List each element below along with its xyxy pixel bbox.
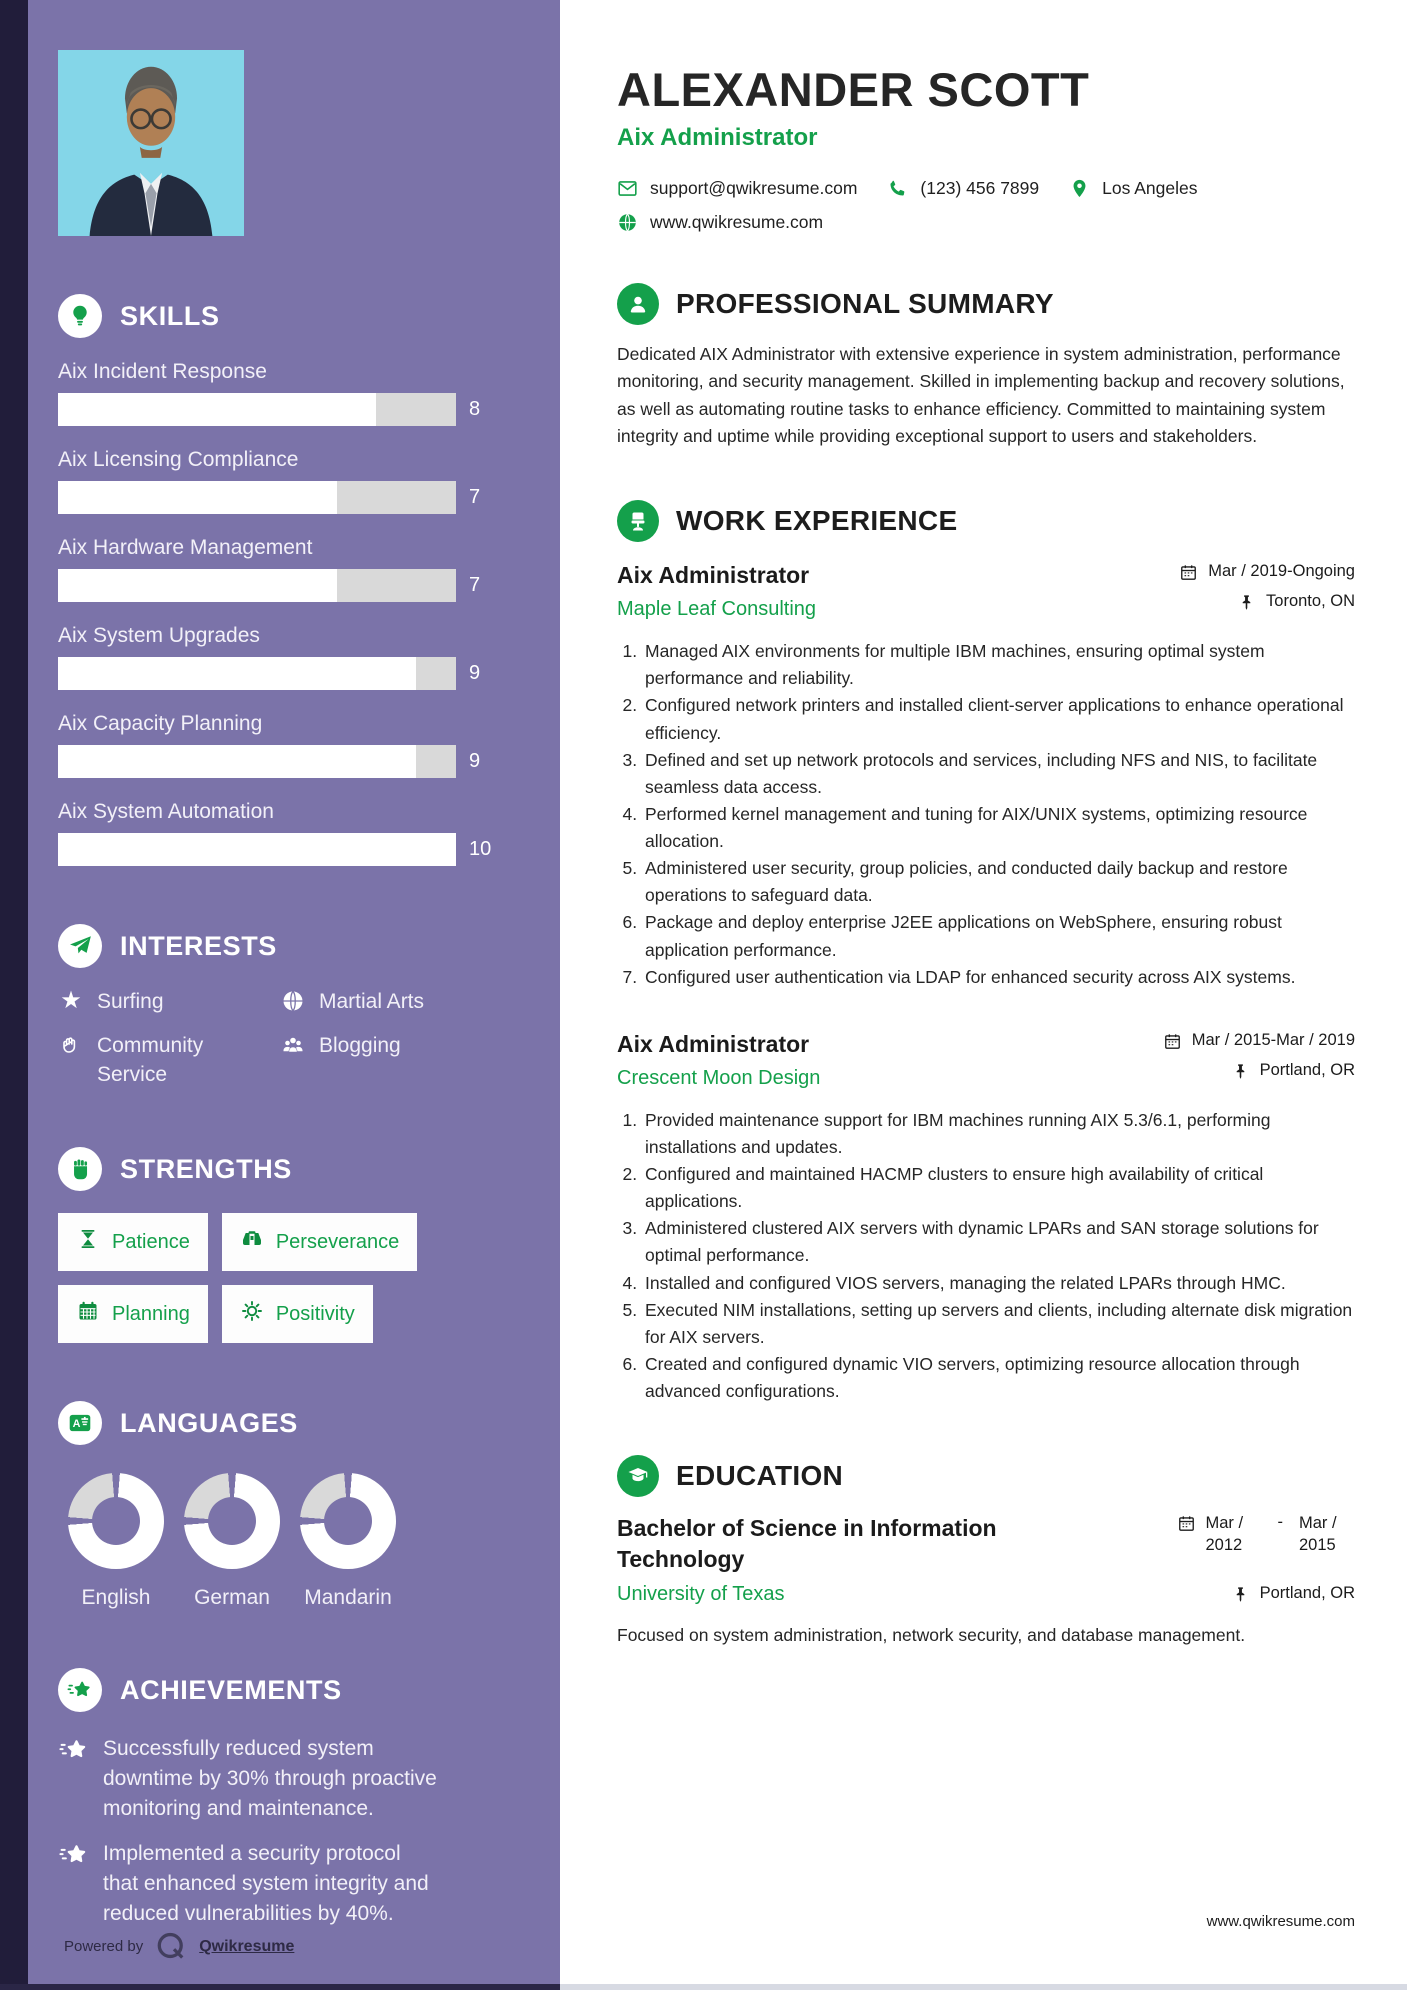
strengths-title: STRENGTHS: [120, 1153, 292, 1184]
job-bullets: [617, 638, 1355, 991]
calendar-icon: [76, 1299, 100, 1329]
envelope-icon: [617, 178, 638, 199]
achievement-text: Successfully reduced system downtime by 30% through proactive monitoring and maintenance.: [103, 1737, 437, 1820]
summary-title: PROFESSIONAL SUMMARY: [676, 288, 1054, 319]
achievement-item: [58, 1734, 504, 1823]
language-donut-chart: [300, 1473, 396, 1569]
skill-bar-fill: [58, 657, 416, 690]
achievements-title: ACHIEVEMENTS: [120, 1674, 342, 1705]
skill-bar-track: [58, 745, 456, 778]
job-date-row: [1179, 562, 1355, 582]
achievements-section: [58, 1668, 504, 1929]
education-location-row: [1177, 1584, 1356, 1604]
interest-label: Martial Arts: [319, 990, 425, 1013]
interest-label: Community Service: [97, 1034, 204, 1086]
skill-value: 7: [469, 486, 481, 508]
skills-title: SKILLS: [120, 300, 220, 331]
website-row: [617, 212, 1355, 233]
skill-item: [58, 800, 504, 866]
language-name: English: [81, 1586, 151, 1610]
translate-icon: [58, 1401, 102, 1445]
job-entry: [617, 1031, 1355, 1405]
job-bullets: [617, 1107, 1355, 1405]
skills-section: [58, 294, 504, 866]
interest-item: [58, 988, 280, 1016]
sidebar: [0, 0, 560, 1990]
summary-header: [617, 283, 1355, 325]
job-bullet: 3. Defined and set up network protocols and services, including NFS and NIS, to facilitate seamless data access.: [642, 747, 1355, 801]
education-header: [617, 1455, 1355, 1497]
hourglass-icon: [76, 1227, 100, 1257]
experience-title: WORK EXPERIENCE: [676, 505, 958, 537]
skill-item: [58, 624, 504, 690]
skill-value: 8: [469, 398, 481, 420]
education-location: Portland, OR: [1259, 1584, 1355, 1603]
star-badge-icon: [58, 1841, 90, 1869]
pushpin-icon: [1231, 1585, 1250, 1604]
job-bullet: 2. Configured network printers and installed client-server applications to enhance operational efficiency.: [642, 692, 1355, 746]
job-bullet: 1. Managed AIX environments for multiple IBM machines, ensuring optimal system performance and reliability.: [642, 638, 1355, 692]
job-company: Crescent Moon Design: [617, 1066, 821, 1089]
strength-label: Patience: [112, 1230, 190, 1253]
people-icon: [280, 1032, 306, 1058]
globe-icon: [617, 212, 638, 233]
contact-row: [617, 178, 1355, 199]
job-title: Aix Administrator: [617, 562, 810, 589]
location-text: Los Angeles: [1102, 178, 1198, 198]
interest-label: Surfing: [97, 990, 164, 1013]
skills-header: [58, 294, 504, 338]
language-donut-chart: [184, 1473, 280, 1569]
footer-website-link[interactable]: www.qwikresume.com: [1206, 1913, 1355, 1930]
job-role: Aix Administrator: [617, 124, 818, 151]
skill-bar-track: [58, 657, 456, 690]
job-location-row: [1163, 1061, 1355, 1081]
date-separator: -: [1277, 1513, 1283, 1532]
skill-label: Aix Incident Response: [58, 360, 267, 383]
skill-label: Aix Licensing Compliance: [58, 448, 299, 471]
pushpin-icon: [1237, 593, 1256, 612]
interests-title: INTERESTS: [120, 930, 277, 961]
office-chair-icon: [617, 500, 659, 542]
degree-title: Bachelor of Science in Information Technology: [617, 1515, 997, 1573]
sun-icon: [240, 1299, 264, 1329]
qwikresume-logo-icon: [153, 1929, 189, 1965]
job-bullet: 6. Package and deploy enterprise J2EE applications on WebSphere, ensuring robust application performance.: [642, 909, 1355, 963]
education-meta: [1177, 1513, 1356, 1604]
interest-item: [280, 1032, 504, 1089]
strength-item: [222, 1285, 373, 1343]
job-bullet: 1. Provided maintenance support for IBM machines running AIX 5.3/6.1, performing installations and updates.: [642, 1107, 1355, 1161]
interest-label: Blogging: [319, 1034, 401, 1058]
job-date-row: [1163, 1031, 1355, 1051]
strength-item: [222, 1213, 417, 1271]
skill-bar-track: [58, 569, 456, 602]
binoculars-icon: [240, 1227, 264, 1257]
achievements-header: [58, 1668, 504, 1712]
languages-title: LANGUAGES: [120, 1407, 298, 1438]
language-name: Mandarin: [304, 1586, 392, 1610]
person-name: ALEXANDER SCOTT: [617, 63, 1090, 116]
skills-list: [58, 360, 504, 866]
map-pin-icon: [1069, 178, 1090, 199]
language-item: [58, 1473, 174, 1610]
summary-section: [617, 283, 1355, 450]
qwikresume-link[interactable]: Qwikresume: [199, 1937, 295, 1955]
skill-value: 9: [469, 750, 481, 772]
job-bullet: 7. Configured user authentication via LDAP for enhanced security across AIX systems.: [642, 964, 1355, 991]
education-section: [617, 1455, 1355, 1649]
job-meta: [1163, 1031, 1355, 1081]
skill-item: [58, 448, 504, 514]
skill-item: [58, 712, 504, 778]
star-badge-icon: [58, 1736, 90, 1764]
skill-bar-track: [58, 833, 456, 866]
strength-label: Perseverance: [275, 1230, 400, 1253]
job-location-row: [1179, 592, 1355, 612]
skill-bar-fill: [58, 569, 337, 602]
strength-item: [58, 1285, 208, 1343]
interest-item: [280, 988, 504, 1016]
education-title: EDUCATION: [676, 1460, 844, 1492]
email-text: support@qwikresume.com: [650, 178, 858, 198]
job-bullet: 6. Created and configured dynamic VIO servers, optimizing resource allocation through advanced configurations.: [642, 1351, 1355, 1405]
job-meta: [1179, 562, 1355, 612]
strength-label: Planning: [112, 1302, 190, 1325]
education-entry: [617, 1513, 1355, 1606]
lightbulb-icon: [58, 294, 102, 338]
strengths-list: [58, 1213, 498, 1343]
skill-item: [58, 360, 504, 426]
summary-text: Dedicated AIX Administrator with extensive experience in system administration, performance monitoring, and security management. Skilled in implementing backup and recovery solutions, as well as automating routine tasks to enhance efficiency. Committed to maintaining system integrity and uptime while providing exceptional support to users and stakeholders.: [617, 344, 1345, 446]
job-location: Portland, OR: [1259, 1060, 1355, 1079]
phone-text: (123) 456 7899: [920, 178, 1040, 198]
location-contact: [1069, 178, 1197, 199]
phone-icon: [887, 178, 908, 199]
skill-label: Aix System Upgrades: [58, 624, 260, 647]
languages-list: [58, 1473, 504, 1610]
experience-section: [617, 500, 1355, 1405]
skill-label: Aix Hardware Management: [58, 536, 313, 559]
language-donut-chart: [68, 1473, 164, 1569]
language-item: [290, 1473, 406, 1610]
education-note: Focused on system administration, network security, and database management.: [617, 1625, 1246, 1646]
hands-icon: [58, 1032, 84, 1058]
sidebar-footer: [58, 1929, 504, 1990]
website-contact[interactable]: [617, 212, 823, 233]
skill-bar-track: [58, 481, 456, 514]
achievements-list: [58, 1734, 504, 1929]
skill-bar-fill: [58, 481, 337, 514]
interests-list: [58, 988, 504, 1089]
skill-bar-fill: [58, 833, 456, 866]
education-date-end: Mar / 2015: [1299, 1514, 1337, 1554]
website-text: www.qwikresume.com: [650, 212, 824, 232]
interest-item: [58, 1032, 280, 1089]
person-icon: [617, 283, 659, 325]
calendar-icon: [1177, 1514, 1196, 1533]
language-item: [174, 1473, 290, 1610]
shooting-star-icon: [58, 1668, 102, 1712]
skill-value: 10: [469, 838, 492, 860]
fist-icon: [58, 1147, 102, 1191]
job-bullet: 3. Administered clustered AIX servers with dynamic LPARs and SAN storage solutions for optimal performance.: [642, 1215, 1355, 1269]
job-bullet: 4. Performed kernel management and tuning for AIX/UNIX systems, optimizing resource allocation.: [642, 801, 1355, 855]
job-bullet: 5. Administered user security, group policies, and conducted daily backup and restore operations to safeguard data.: [642, 855, 1355, 909]
bottom-edge-left: [0, 1984, 560, 1990]
languages-header: [58, 1401, 504, 1445]
skill-value: 9: [469, 662, 481, 684]
job-date: Mar / 2019-Ongoing: [1208, 562, 1355, 581]
powered-by-label: Powered by: [64, 1938, 144, 1956]
strength-item: [58, 1213, 208, 1271]
education-date-row: [1177, 1513, 1356, 1556]
job-company: Maple Leaf Consulting: [617, 598, 817, 621]
skill-value: 7: [469, 574, 481, 596]
job-bullet: 2. Configured and maintained HACMP clusters to ensure high availability of critical applications.: [642, 1161, 1355, 1215]
calendar-icon: [1179, 563, 1198, 582]
pushpin-icon: [1231, 1062, 1250, 1081]
person-portrait-illustration: [58, 50, 244, 236]
skill-bar-track: [58, 393, 456, 426]
interests-header: [58, 924, 504, 968]
school-name: University of Texas: [617, 1583, 785, 1606]
skill-bar-fill: [58, 393, 376, 426]
languages-section: [58, 1401, 504, 1610]
job-date: Mar / 2015-Mar / 2019: [1191, 1030, 1355, 1049]
job-entry: [617, 562, 1355, 991]
skill-label: Aix Capacity Planning: [58, 712, 263, 735]
bottom-edge-right: [560, 1984, 1407, 1990]
calendar-icon: [1163, 1032, 1182, 1051]
job-title: Aix Administrator: [617, 1030, 810, 1057]
strengths-section: [58, 1147, 504, 1343]
profile-photo: [58, 50, 244, 236]
strength-label: Positivity: [275, 1302, 355, 1325]
interests-section: [58, 924, 504, 1089]
globe-icon: [280, 988, 306, 1014]
skill-item: [58, 536, 504, 602]
skill-label: Aix System Automation: [58, 800, 274, 823]
svg-text:A: A: [72, 1418, 81, 1431]
phone-contact[interactable]: [887, 178, 1039, 199]
achievement-item: [58, 1839, 504, 1928]
graduate-icon: [617, 1455, 659, 1497]
paper-plane-icon: [58, 924, 102, 968]
strengths-header: [58, 1147, 504, 1191]
job-bullet: 4. Installed and configured VIOS servers, managing the related LPARs through HMC.: [642, 1270, 1355, 1297]
experience-header: [617, 500, 1355, 542]
job-bullet: 5. Executed NIM installations, setting up servers and clients, including alternate disk migration for AIX servers.: [642, 1297, 1355, 1351]
skill-bar-fill: [58, 745, 416, 778]
achievement-text: Implemented a security protocol that enhanced system integrity and reduced vulnerabilities by 40%.: [103, 1842, 429, 1926]
main-content: [560, 0, 1407, 1990]
education-date-start: Mar / 2012: [1205, 1514, 1244, 1554]
email-contact[interactable]: [617, 178, 857, 199]
job-location: Toronto, ON: [1266, 592, 1355, 611]
star-icon: ★: [60, 987, 82, 1014]
language-name: German: [194, 1586, 270, 1610]
